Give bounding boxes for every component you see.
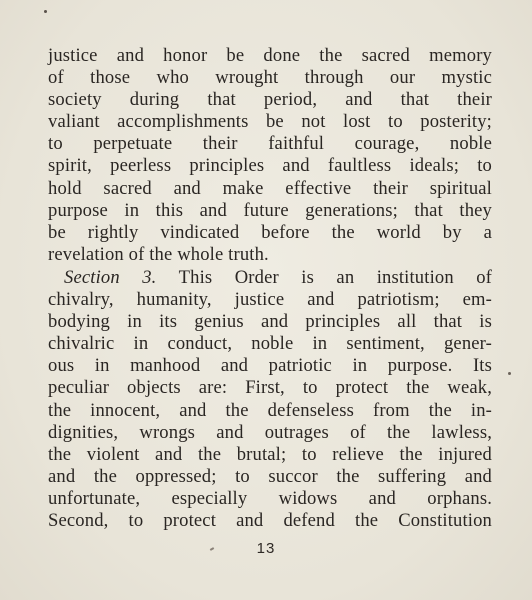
section-label: Section 3. xyxy=(64,267,157,288)
text-line: Second, to protect and defend the Constitution xyxy=(48,510,492,532)
text-line: chivalry, humanity, justice and patriotism; em- xyxy=(48,289,492,311)
section-3-paragraph xyxy=(48,267,492,532)
section-first-line-text: This Order is an institution of xyxy=(178,267,493,288)
text-line: justice and honor be done the sacred memory xyxy=(48,45,492,66)
text-line: society during that period, and that their xyxy=(48,89,492,111)
section-first-line xyxy=(48,267,492,289)
text-line: peculiar objects are: First, to protect the weak, xyxy=(48,377,492,399)
text-line: ous in manhood and patriotic in purpose. Its xyxy=(48,355,492,377)
text-line: unfortunate, especially widows and orphans. xyxy=(48,487,492,509)
text-line: the innocent, and the defenseless from the in- xyxy=(48,399,492,421)
text-line: and the oppressed; to succor the suffering and xyxy=(48,465,492,487)
text-line: the violent and the brutal; to relieve the injured xyxy=(48,443,492,465)
text-line: chivalric in conduct, noble in sentiment, gener- xyxy=(48,333,492,355)
paragraph-continuation xyxy=(48,45,492,266)
text-line: bodying in its genius and principles all that is xyxy=(48,311,492,333)
page-number: 13 xyxy=(256,540,276,557)
text-line: to perpetuate their faithful courage, noble xyxy=(48,133,492,155)
text-line: of those who wrought through our mystic xyxy=(48,67,492,89)
text-line: valiant accomplishments be not lost to posterity; xyxy=(48,111,492,133)
page-speck xyxy=(508,372,511,375)
text-line: hold sacred and make effective their spiritual xyxy=(48,177,492,199)
text-line: purpose in this and future generations; that they xyxy=(48,199,492,221)
text-line: revelation of the whole truth. xyxy=(48,243,269,265)
text-line: dignities, wrongs and outrages of the lawless, xyxy=(48,421,492,443)
page-speck xyxy=(44,10,47,13)
text-line: be rightly vindicated before the world by a xyxy=(48,221,492,243)
text-line: spirit, peerless principles and faultless ideals; to xyxy=(48,155,492,177)
